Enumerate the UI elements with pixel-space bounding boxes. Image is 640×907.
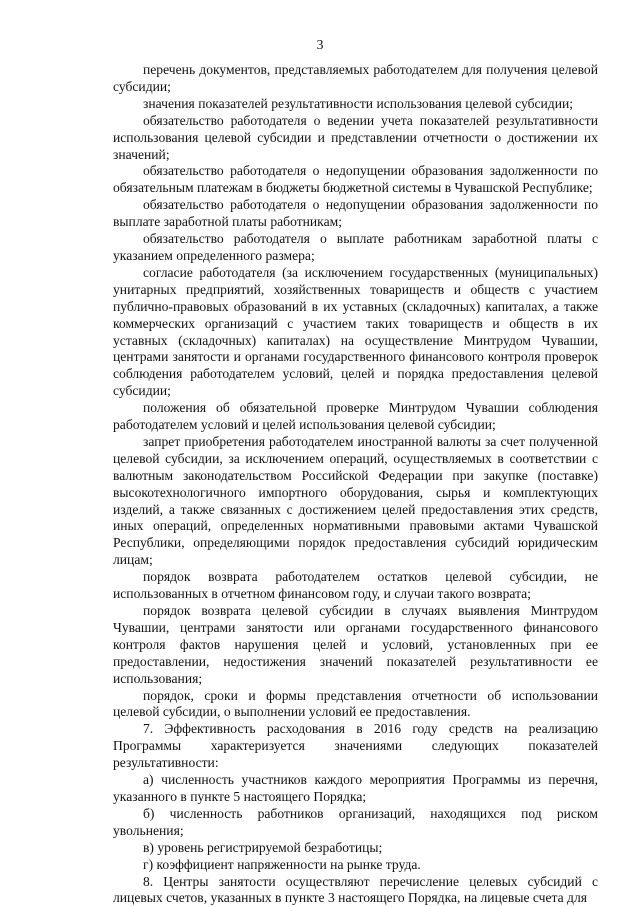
paragraph: порядок, сроки и формы представления отчетности об использовании целевой субсидии, о выполнении условий ее предоставления. <box>113 688 598 722</box>
paragraph: в) уровень регистрируемой безработицы; <box>113 840 598 857</box>
paragraph: положения об обязательной проверке Минтрудом Чувашии соблюдения работодателем условий и целей использования целевой субсидии; <box>113 400 598 434</box>
paragraph: 7. Эффективность расходования в 2016 году средств на реализацию Программы характеризуется значениями следующих показателей результативности: <box>113 721 598 772</box>
paragraph: 8. Центры занятости осуществляют перечисление целевых субсидий с лицевых счетов, указанных в пункте 3 настоящего Порядка, на лицевые счета для <box>113 874 598 907</box>
paragraph: порядок возврата целевой субсидии в случаях выявления Минтрудом Чувашии, центрами занятости или органами государственного финансового контроля фактов нарушения целей и условий, установленных при ее предоставлении, недостижения значений показателей результативности ее использования; <box>113 603 598 688</box>
paragraph: обязательство работодателя о выплате работникам заработной платы с указанием определенного размера; <box>113 231 598 265</box>
paragraph: обязательство работодателя о ведении учета показателей результативности использования целевой субсидии и представлении отчетности о достижении их значений; <box>113 113 598 164</box>
paragraph: перечень документов, представляемых работодателем для получения целевой субсидии; <box>113 62 598 96</box>
paragraph: согласие работодателя (за исключением государственных (муниципальных) унитарных предприятий, хозяйственных товариществ и обществ с участием публично-правовых образований в их уставных (складочных) капиталах, а также коммерческих организаций с участием таких товариществ и обществ в их уставных (складочных) капиталах) на осуществление Минтрудом Чувашии, центрами занятости и органами государственного финансового контроля проверок соблюдения работодателем условий, целей и порядка предоставления целевой субсидии; <box>113 265 598 400</box>
paragraph: б) численность работников организаций, находящихся под риском увольнения; <box>113 806 598 840</box>
paragraph: запрет приобретения работодателем иностранной валюты за счет полученной целевой субсидии, за исключением операций, осуществляемых в соответствии с валютным законодательством Российской Федерации при закупке (поставке) высокотехнологичного импортного оборудования, сырья и комплектующих изделий, а также связанных с достижением целей предоставления этих средств, иных операций, определенных нормативными правовыми актами Чувашской Республики, определяющими порядок предоставления субсидий юридическим лицам; <box>113 434 598 569</box>
paragraph: обязательство работодателя о недопущении образования задолженности по выплате заработной платы работникам; <box>113 197 598 231</box>
body-text <box>113 62 598 907</box>
paragraph: г) коэффициент напряженности на рынке труда. <box>113 857 598 874</box>
paragraph: порядок возврата работодателем остатков целевой субсидии, не использованных в отчетном финансовом году, и случаи такого возврата; <box>113 569 598 603</box>
paragraph: обязательство работодателя о недопущении образования задолженности по обязательным платежам в бюджеты бюджетной системы в Чувашской Республике; <box>113 163 598 197</box>
paragraph: значения показателей результативности использования целевой субсидии; <box>113 96 598 113</box>
page-number: 3 <box>0 38 640 54</box>
paragraph: а) численность участников каждого мероприятия Программы из перечня, указанного в пункте 5 настоящего Порядка; <box>113 772 598 806</box>
